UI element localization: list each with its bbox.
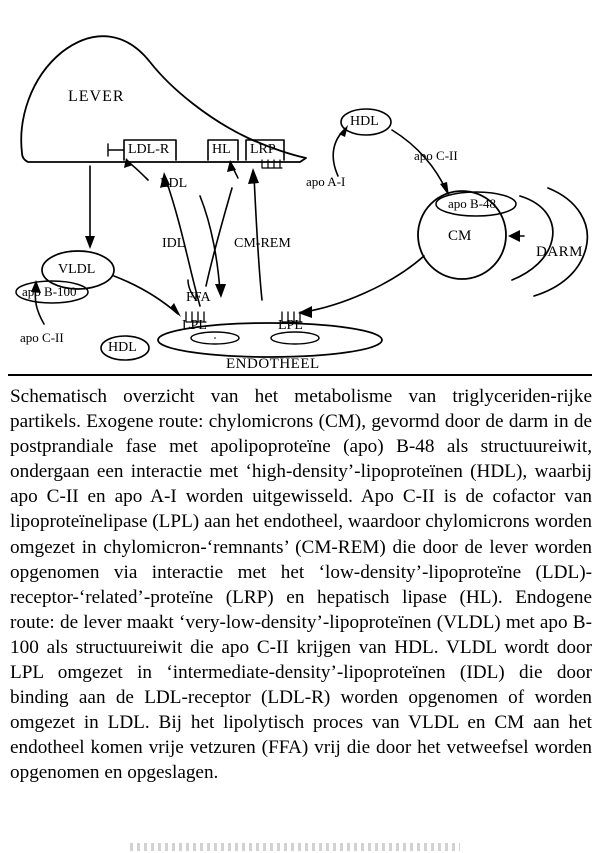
arrow-cm-to-hdl [333,130,344,176]
label-lpl-right: LPL [278,318,303,333]
ldl-receptor-comb [108,144,124,156]
label-ldl: LDL [160,176,188,191]
label-vldl: VLDL [58,262,96,277]
line-ldl-branch-cross [206,188,232,286]
label-apo-ai: apo A-I [306,174,346,189]
intestine-curve-2 [534,188,587,296]
figure-caption: Schematisch overzicht van het metabolisme van triglyceriden-rijke partikels. Exogene route: chylomicrons (CM), gevormd door de darm in de postprandiale fase met apolipoproteïne (apo) B-48 als structuureiwit, ondergaan een interactie met ‘high-density’-lipoproteïnen (HDL), waarbij apo C-II en apo A-I worden uitgewisseld. Apo C-II is de cofactor van lipoproteïnelipase (LPL) aan het endotheel, waardoor chylomicrons worden omgezet in chylomicron-‘remnants’ (CM-REM) die door de lever worden opgenomen via interactie met het ‘low-density’-lipoproteïne (LDL)-receptor-‘related’-proteïne (LRP) en hepatisch lipase (HL). Endogene route: de lever maakt ‘very-low-density’-lipoproteïnen (VLDL) met apo B-100 als structuureiwit die apo C-II krijgen van HDL. VLDL wordt door LPL omgezet in ‘intermediate-density’-lipoproteïnen (IDL) die door binding aan de LDL-receptor (LDL-R) worden opgenomen of worden omgezet in LDL. Bij het lipolytisch proces van VLDL en CM aan het endotheel komen vrije vetzuren (FFA) vrij die door het vetweefsel worden opgenomen en opgeslagen. [10,386,592,784]
label-intestine: DARM [536,244,584,260]
label-cm: CM [448,228,472,244]
label-cm-rem: CM-REM [234,236,291,251]
label-ffa: FFA [186,290,211,305]
label-ldl-receptor: LDL-R [128,142,170,157]
label-hl: HL [212,142,231,157]
metabolism-diagram [0,0,600,375]
figure-caption-divider [8,374,592,376]
arrowhead-darm-to-cm [508,230,520,242]
label-idl: IDL [162,236,186,251]
page-bottom-artifact [130,843,460,851]
arrowhead-ldl-into-receptor [124,158,133,168]
label-lrp: LRP [250,142,276,157]
arrow-vldl-to-lpl [114,276,178,314]
label-hdl-left: HDL [108,340,137,355]
label-hdl-top: HDL [350,114,379,129]
arrowhead-ffa-down [215,284,226,298]
arrowhead-liver-to-vldl [85,236,95,249]
label-endothelium: ENDOTHEEL [226,356,320,372]
arrowhead-cmrem-to-liver [248,168,259,184]
label-lpl-left: LPL [182,318,207,333]
label-apo-b48: apo B-48 [448,196,497,211]
label-liver: LEVER [68,88,125,105]
arrowhead-vldl-to-lpl [170,303,181,317]
arrow-cm-to-endothelium [304,256,424,312]
label-apo-cii-top: apo C-II [414,148,458,163]
label-apo-cii-left: apo C-II [20,330,64,345]
label-apo-b100: apo B-100 [22,284,77,299]
